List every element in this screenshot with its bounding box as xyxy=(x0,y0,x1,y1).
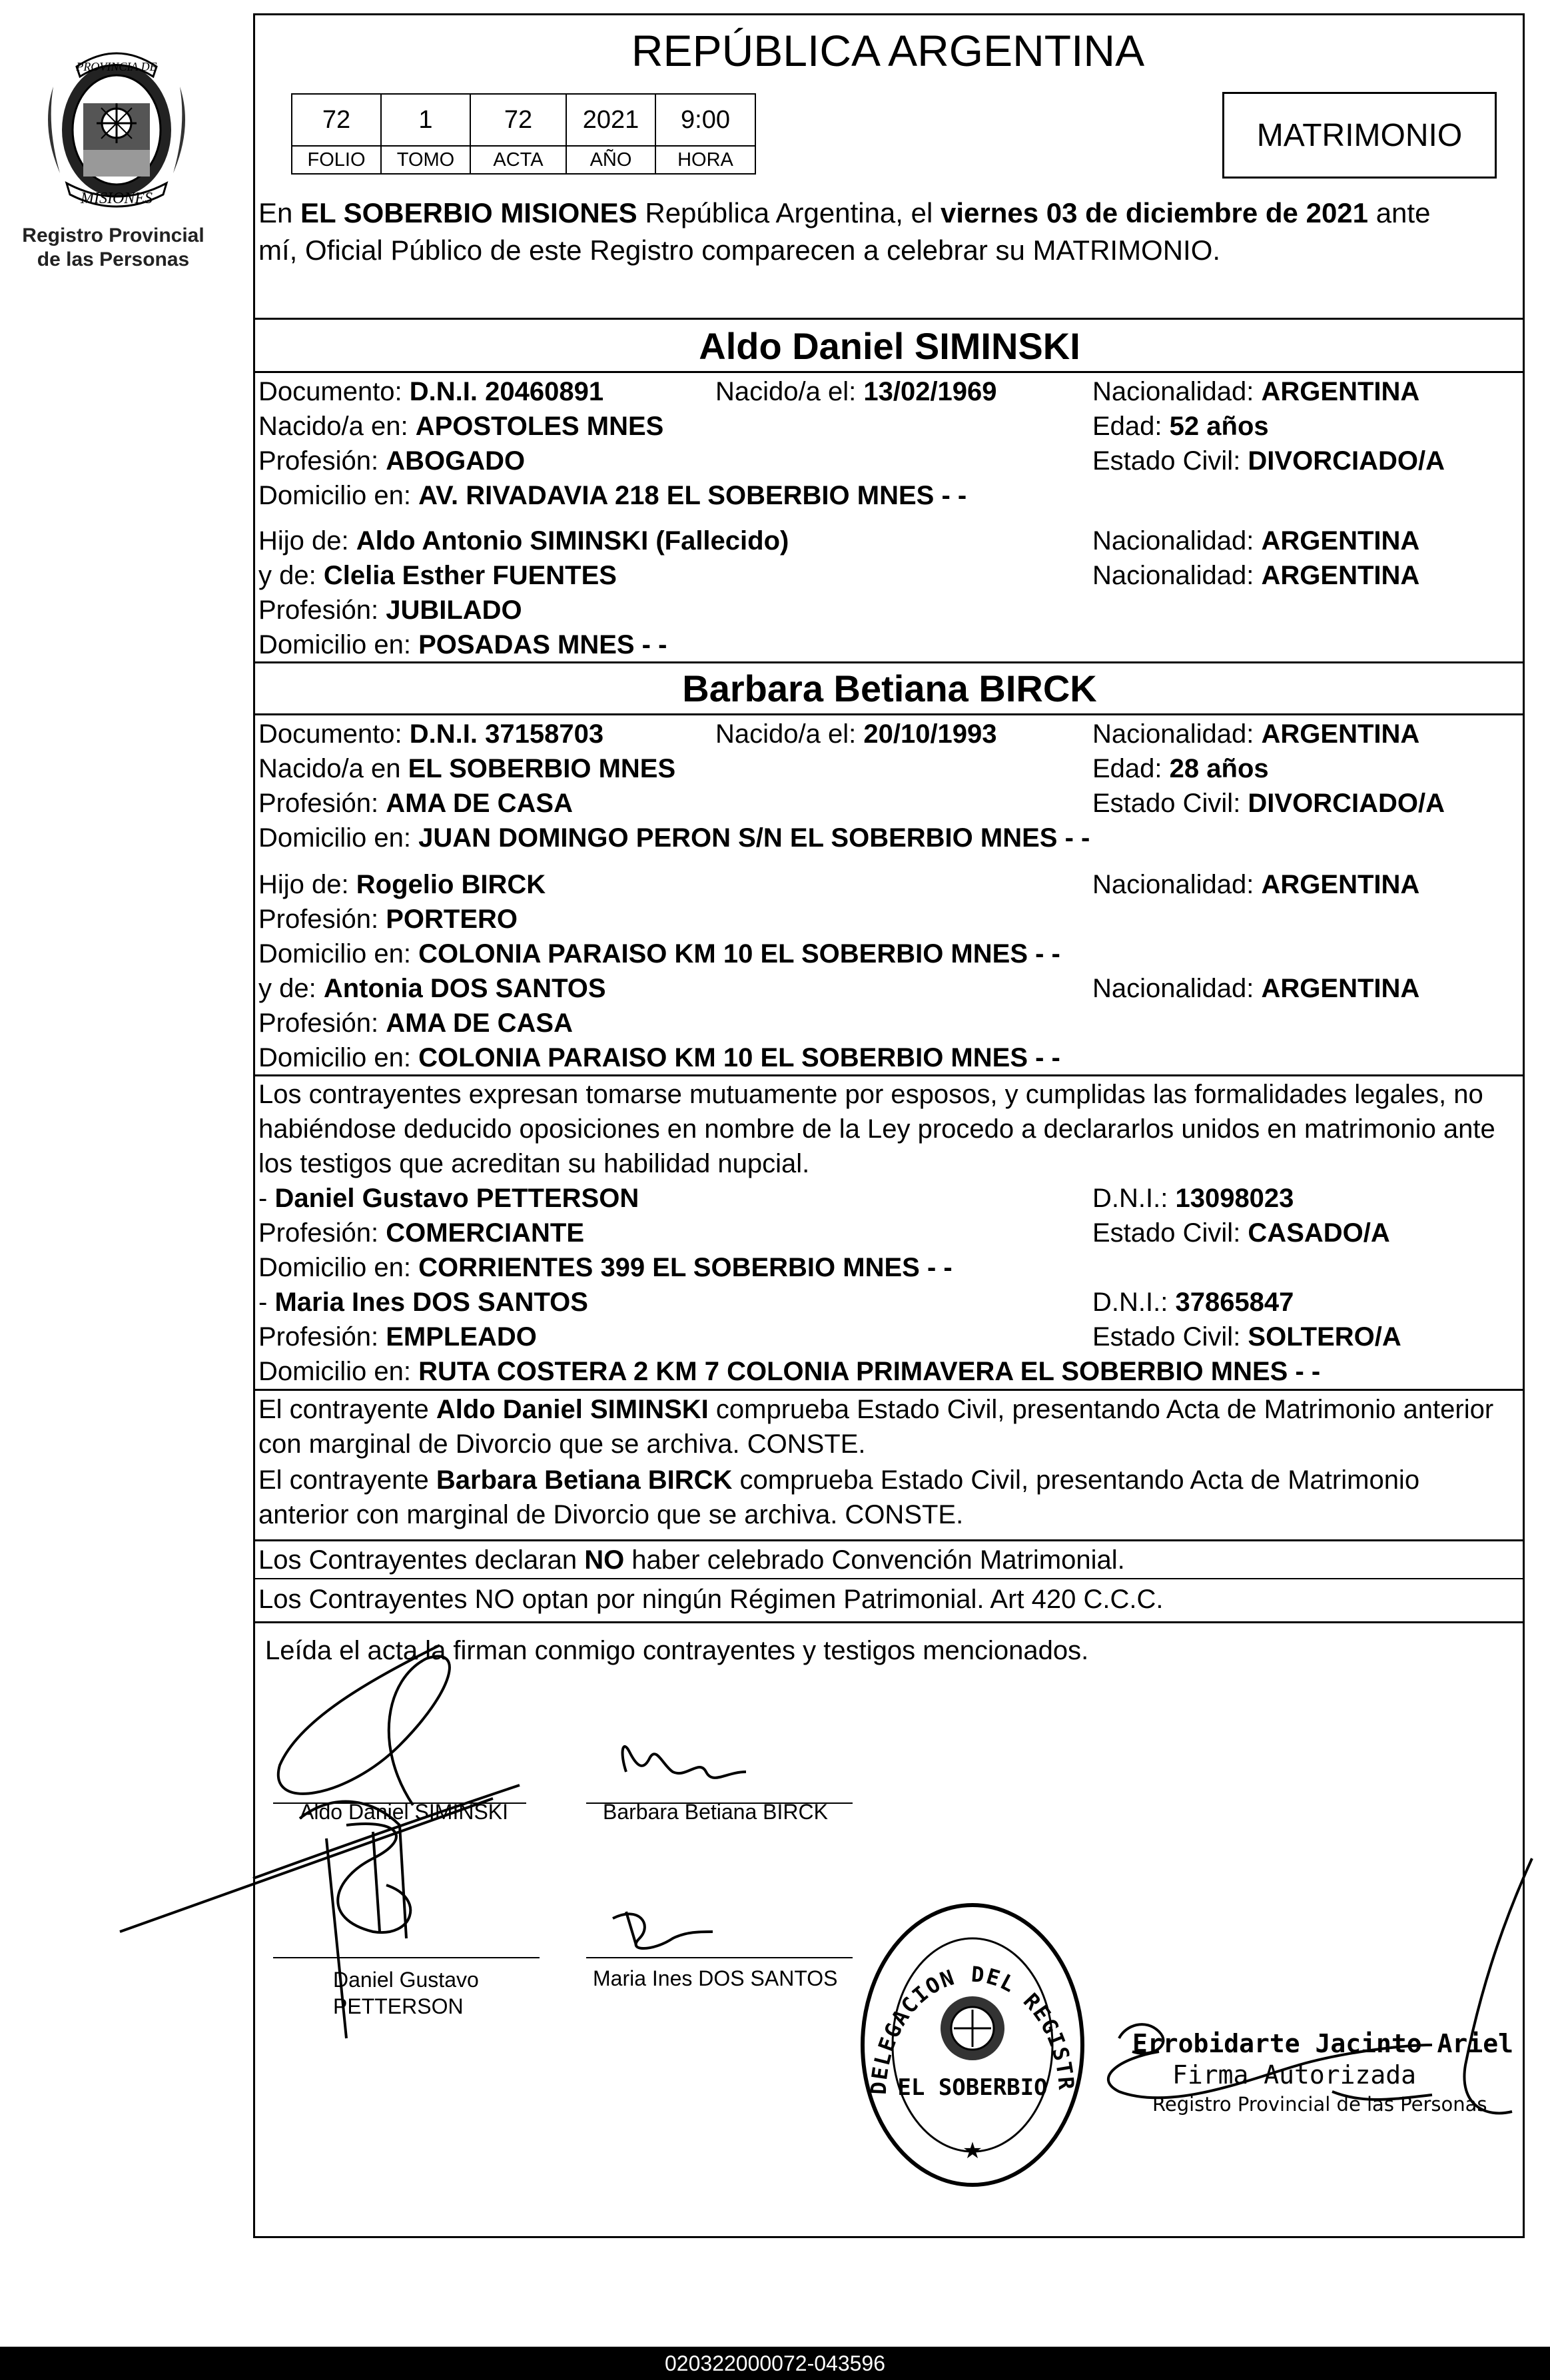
svg-text:★: ★ xyxy=(962,2138,983,2164)
regime-note: Los Contrayentes NO optan por ningún Régimen Patrimonial. Art 420 C.C.C. xyxy=(258,1585,1164,1614)
anio-value: 2021 xyxy=(566,93,656,147)
signer2-label: Barbara Betiana BIRCK xyxy=(603,1800,828,1824)
officer-stamp xyxy=(1132,2028,1513,2118)
acta-label: ACTA xyxy=(470,145,567,175)
signer3-label: Daniel Gustavo PETTERSON xyxy=(333,1968,479,2018)
closing-text: Leída el acta la firman conmigo contrayentes y testigos mencionados. xyxy=(265,1636,1089,1665)
registry-name: Registro Provincial de las Personas xyxy=(22,224,204,270)
officer-name: Errobidarte Jacinto Ariel xyxy=(1132,2029,1513,2058)
svg-text:EL SOBERBIO: EL SOBERBIO xyxy=(897,2074,1048,2101)
acta-value: 72 xyxy=(470,93,567,147)
convention-note: Los Contrayentes declaran NO haber celebrado Convención Matrimonial. xyxy=(258,1545,1125,1575)
hora-label: HORA xyxy=(655,145,756,175)
svg-text:DELEGACION DEL REGISTRO PROVIN: DELEGACION DEL REGISTR xyxy=(865,1961,1080,2096)
tomo-label: TOMO xyxy=(380,145,471,175)
hora-value: 9:00 xyxy=(655,93,756,147)
signer4-label: Maria Ines DOS SANTOS xyxy=(593,1966,838,1990)
officer-title: Firma Autorizada xyxy=(1172,2060,1417,2090)
spouse1-name: Aldo Daniel SIMINSKI xyxy=(699,325,1080,367)
tomo-value: 1 xyxy=(380,93,471,147)
country-title: REPÚBLICA ARGENTINA xyxy=(631,26,1145,75)
act-type-box: MATRIMONIO xyxy=(1222,92,1497,179)
anio-label: AÑO xyxy=(566,145,656,175)
svg-text:PROVINCIA DE: PROVINCIA DE xyxy=(76,60,157,73)
officer-org: Registro Provincial de las Personas xyxy=(1152,2093,1487,2116)
intro-paragraph: En EL SOBERBIO MISIONES República Argentina, el viernes 03 de diciembre de 2021 ante mí, Oficial Público de este Registro comparecen a celebrar su MATRIMONIO. xyxy=(258,197,1431,266)
declaration: Los contrayentes expresan tomarse mutuamente por esposos, y cumplidas las formalidades legales, no habiéndose deducido oposiciones en nombre de la Ley procedo a declararlos unidos en matrimonio ante los testigos que acreditan su habilidad nupcial. xyxy=(258,1080,1495,1178)
official-seal xyxy=(853,1895,1092,2195)
note-spouse2: El contrayente Barbara Betiana BIRCK comprueba Estado Civil, presentando Acta de Matrimonio anterior con marginal de Divorcio que se archiva. CONSTE. xyxy=(258,1465,1420,1529)
footer-code: 020322000072-043596 xyxy=(665,2351,885,2375)
folio-value: 72 xyxy=(291,93,382,147)
spouse2-name: Barbara Betiana BIRCK xyxy=(682,667,1097,709)
signer1-label: Aldo Daniel SIMINSKI xyxy=(300,1800,509,1824)
note-spouse1: El contrayente Aldo Daniel SIMINSKI comprueba Estado Civil, presentando Acta de Matrimonio anterior con marginal de Divorcio que se archiva. CONSTE. xyxy=(258,1395,1494,1459)
seal-icon xyxy=(853,1895,1092,2195)
folio-label: FOLIO xyxy=(291,145,382,175)
svg-text:MISIONES: MISIONES xyxy=(81,190,153,207)
